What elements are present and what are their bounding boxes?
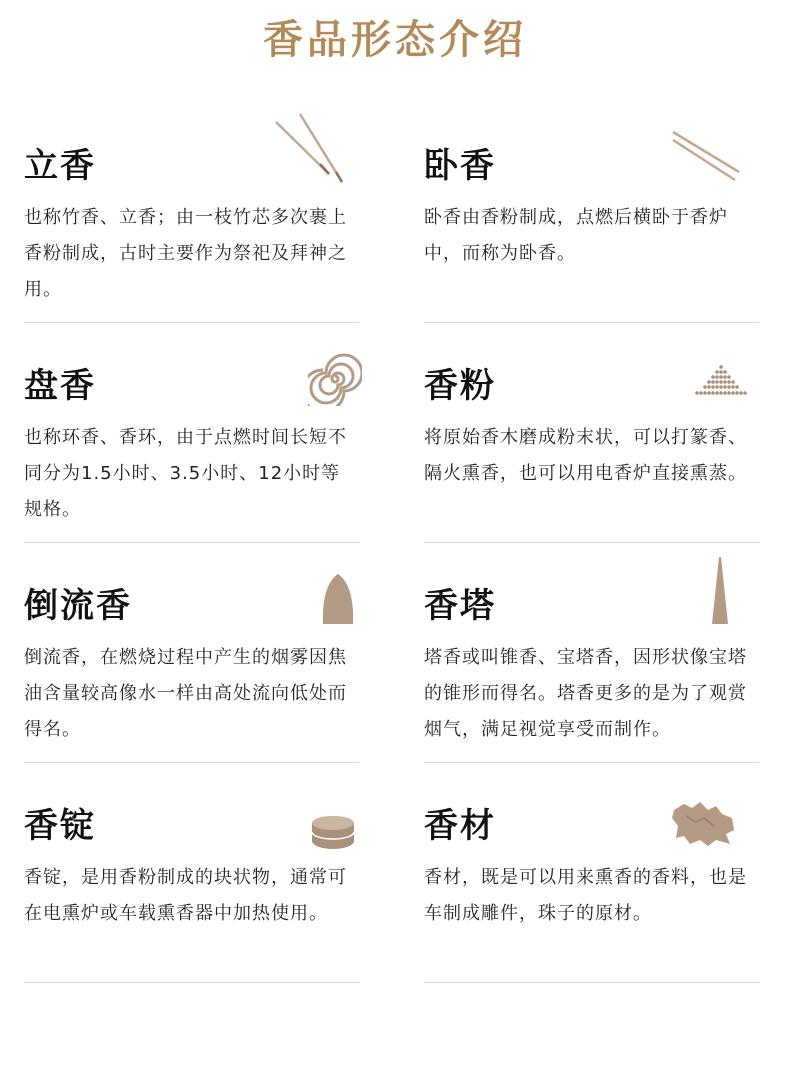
- incense-cone-icon: [710, 556, 730, 626]
- item-name: 倒流香: [24, 586, 132, 626]
- incense-stick-icon: [274, 112, 344, 192]
- page-title: 香品形态介绍: [263, 17, 527, 63]
- card-lying-incense: [424, 138, 759, 328]
- item-description: 也称竹香、立香；由一枝竹芯多次裹上香粉制成，古时主要作为祭祀及拜神之用。: [24, 207, 347, 300]
- backflow-incense-icon: [320, 572, 356, 626]
- card-incense-powder: [424, 358, 759, 548]
- incense-tablet-icon: [310, 814, 356, 850]
- divider: [424, 322, 759, 323]
- divider: [24, 762, 359, 763]
- card-incense-wood: [424, 798, 759, 988]
- divider: [24, 322, 359, 323]
- card-backflow-incense: [24, 578, 359, 768]
- incense-wood-icon: [670, 800, 736, 848]
- item-description: 香材，既是可以用来熏香的香料，也是车制成雕件，珠子的原材。: [424, 867, 747, 924]
- item-description: 香锭，是用香粉制成的块状物，通常可在电熏炉或车载熏香器中加热使用。: [24, 867, 347, 924]
- card-incense-cone: [424, 578, 759, 768]
- card-stick-incense: [24, 138, 359, 328]
- item-name: 香材: [424, 806, 496, 846]
- incense-powder-icon: [692, 364, 750, 398]
- divider: [24, 542, 359, 543]
- card-coil-incense: [24, 358, 359, 548]
- divider: [24, 982, 359, 983]
- item-description: 卧香由香粉制成，点燃后横卧于香炉中，而称为卧香。: [424, 207, 728, 264]
- divider: [424, 762, 759, 763]
- item-name: 香粉: [424, 366, 496, 406]
- card-incense-tablet: [24, 798, 359, 988]
- item-description: 塔香或叫锥香、宝塔香，因形状像宝塔的锥形而得名。塔香更多的是为了观赏烟气，满足视觉享受而制作。: [424, 647, 747, 740]
- item-description: 也称环香、香环，由于点燃时间长短不同分为1.5小时、3.5小时、12小时等规格。: [24, 427, 347, 520]
- item-description: 将原始香木磨成粉末状，可以打篆香、隔火熏香，也可以用电香炉直接熏蒸。: [424, 427, 747, 484]
- item-name: 卧香: [424, 146, 496, 186]
- item-description: 倒流香，在燃烧过程中产生的烟雾因焦油含量较高像水一样由高处流向低处而得名。: [24, 647, 347, 740]
- item-name: 香塔: [424, 586, 496, 626]
- lying-incense-icon: [669, 126, 744, 186]
- divider: [424, 542, 759, 543]
- item-name: 香锭: [24, 806, 96, 846]
- divider: [424, 982, 759, 983]
- item-name: 盘香: [24, 366, 96, 406]
- coil-incense-icon: [308, 352, 362, 406]
- item-name: 立香: [24, 146, 96, 186]
